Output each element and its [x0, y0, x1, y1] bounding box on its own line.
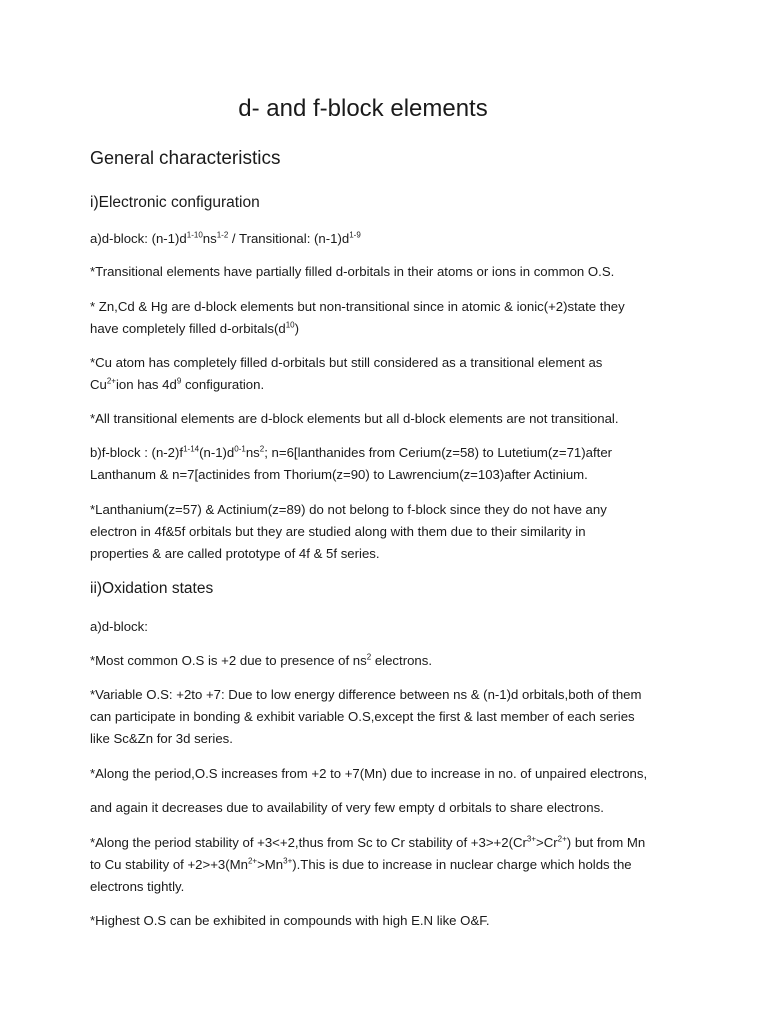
para-stability: *Along the period stability of +3<+2,thus from Sc to Cr stability of $+3>+2(Cr^{3+}>Cr^{2+})$ but from Mn to Cu stability of $+2>+3(Mn^{2+}>Mn^{3+}).This$ is due to increase in nuclear charge which holds the electrons tightly.: [90, 834, 646, 894]
para-all-transitional: *All transitional elements are d-block elements but all d-block elements are not transitional.: [90, 411, 619, 426]
section-heading-main: characteristics: [159, 148, 281, 169]
para-lanthanium-actinium: *Lanthanium(z=57) & Actinium(z=89) do not belong to f-block since they do not have any electron in 4f&5f orbitals but they are studied along with them due to their similarity in properties & are called prototype of 4f & 5f series.: [90, 502, 607, 561]
page-title: d- and f-block elements: [238, 95, 488, 122]
para-along-period: *Along the period,O.S increases from +2 to +7(Mn) due to increase in no. of unpaired electrons,: [90, 766, 648, 781]
para-highest-os: *Highest O.S can be exhibited in compounds with high E.N like O&F.: [90, 913, 490, 928]
section-heading-prefix: General: [90, 148, 160, 168]
heading-oxidation-states: ii)Oxidation states: [90, 580, 214, 597]
para-variable-os: *Variable O.S: +2to +7: Due to low energy difference between ns & (n-1)d orbitals,both of them can participate in bonding & exhibit variable O.S,except the first & last member of each series like Sc&Zn for 3d series.: [90, 687, 642, 746]
line-d-block-config: a)d-block: $(n-1)d^{1-10}ns^{1-2}$ / Transitional: $(n-1)d^{1-9}$: [90, 230, 361, 246]
section-heading: [90, 148, 280, 170]
para-f-block: b)f-block : $(n-2)f^{1-14}(n-1)d^{0-1}ns^2$; n=6[lanthanides from Cerium(z=58) to Lutetium(z=71)after Lanthanum & n=7[actinides from Thorium(z=90) to Lawrencium(z=103)after Actinium.: [90, 444, 613, 482]
para-most-common-os: *Most common O.S is +2 due to presence of $ns^2$ electrons.: [90, 652, 433, 668]
para-zn-cd-hg: * Zn,Cd & Hg are d-block elements but non-transitional since in atomic & ionic(+2)state they have completely filled $d-orbitals(d^{10})$: [90, 299, 625, 336]
para-again-decreases: and again it decreases due to availability of very few empty d orbitals to share electrons.: [90, 800, 604, 815]
para-cu-atom: *Cu atom has completely filled d-orbitals but still considered as a transitional element as $Cu^{2+}ion$ has $4d^9$ configuration.: [90, 355, 603, 392]
line-d-block-label: a)d-block:: [90, 619, 148, 634]
heading-electronic-configuration: i)Electronic configuration: [90, 194, 260, 211]
para-partially-filled: *Transitional elements have partially filled d-orbitals in their atoms or ions in common O.S.: [90, 264, 615, 279]
